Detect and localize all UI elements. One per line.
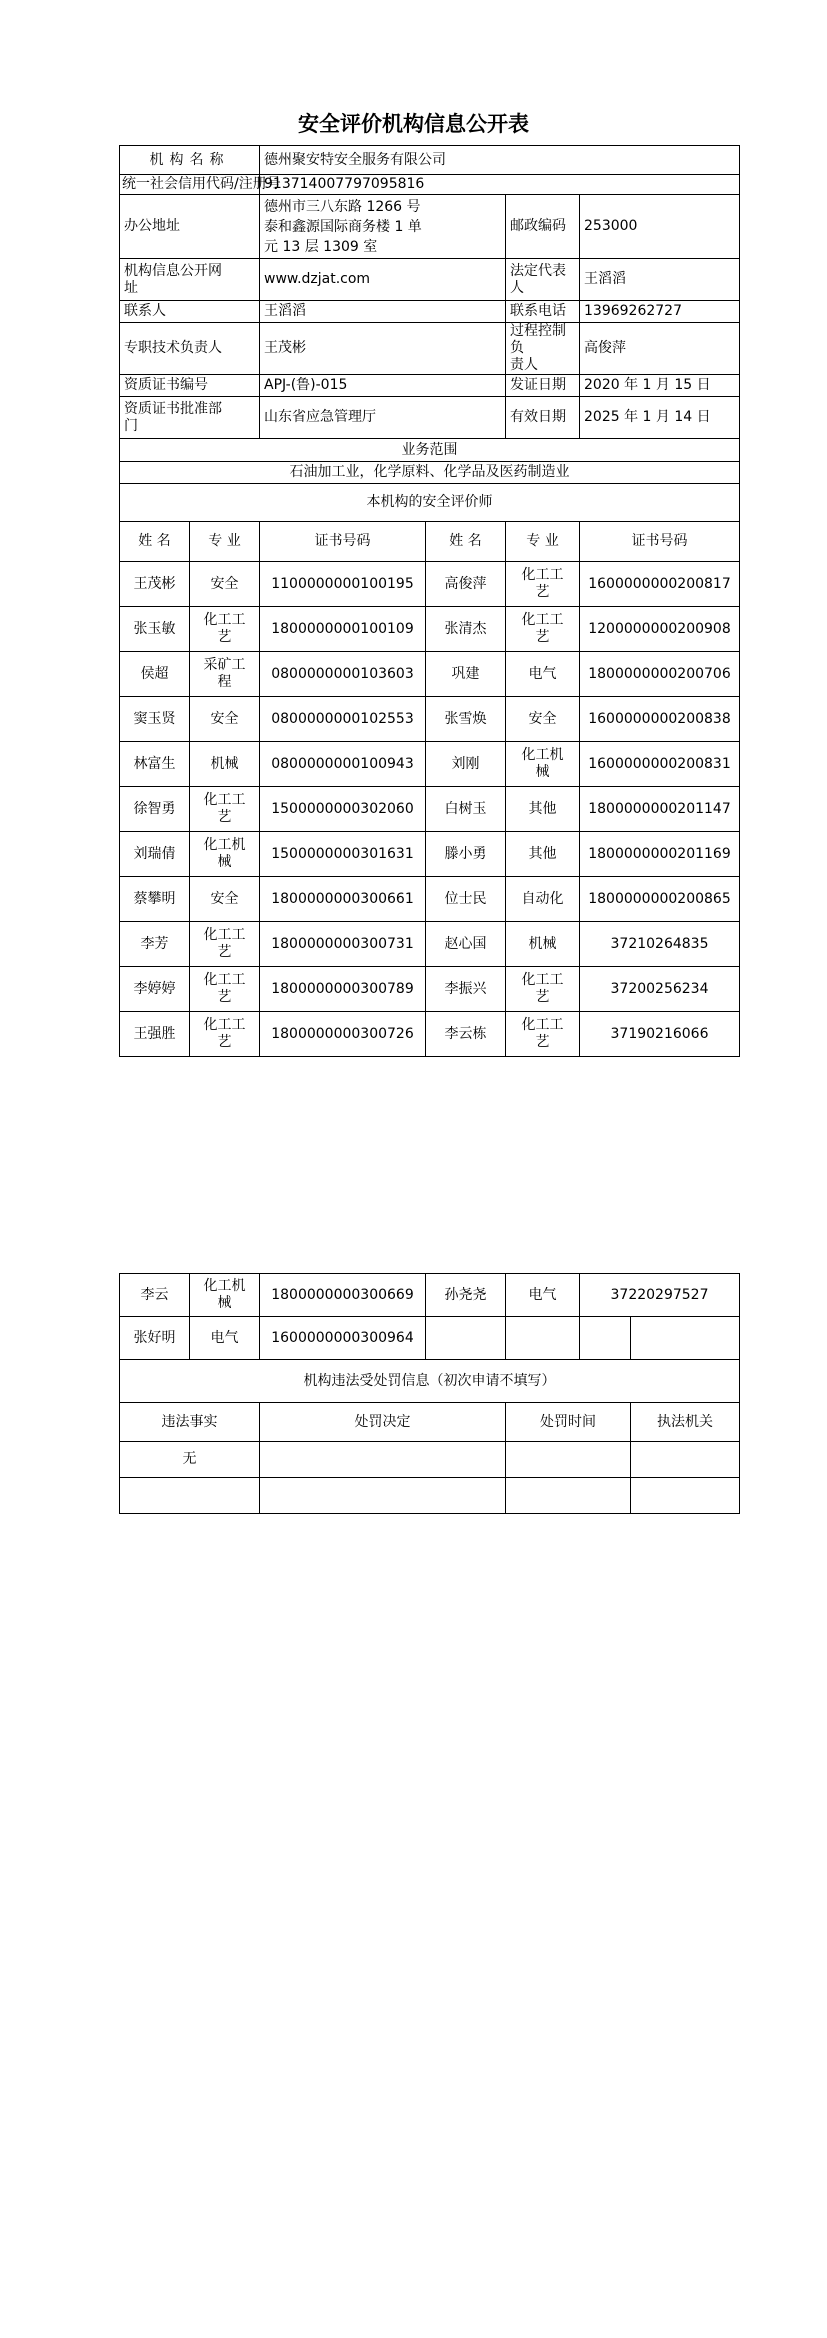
evaluator-major [190, 607, 260, 652]
evaluator-name: 徐智勇 [120, 787, 190, 832]
evaluator-name: 赵心国 [426, 922, 506, 967]
website-label [120, 259, 260, 301]
credit-value: 913714007797095816 [260, 175, 740, 195]
evaluator-major [506, 1274, 580, 1317]
penalty-time [506, 1442, 631, 1478]
major-line: 化工工 [521, 1017, 564, 1033]
evaluators-label-row [120, 484, 740, 522]
address-value [260, 195, 506, 259]
evaluator-name [426, 1317, 506, 1360]
evaluator-cert: 1500000000302060 [260, 787, 426, 832]
evaluators-header-row [120, 522, 740, 562]
org-name-value: 德州聚安特安全服务有限公司 [260, 146, 740, 175]
evaluator-major [190, 1274, 260, 1317]
evaluator-name: 刘刚 [426, 742, 506, 787]
evaluator-name: 李婷婷 [120, 967, 190, 1012]
penalty-label-row [120, 1360, 740, 1403]
evaluator-major [190, 922, 260, 967]
evaluator-row [120, 697, 740, 742]
approve-dept-value: 山东省应急管理厅 [260, 397, 506, 439]
major-line: 其他 [528, 800, 557, 817]
evaluator-cert: 0800000000100943 [260, 742, 426, 787]
major-line: 艺 [217, 629, 232, 645]
phone-label: 联系电话 [506, 301, 580, 323]
evaluator-name: 张清杰 [426, 607, 506, 652]
evaluator-row [120, 652, 740, 697]
org-info-table [119, 145, 740, 1057]
evaluator-row [120, 787, 740, 832]
major-line: 化工工 [203, 1017, 246, 1033]
major-line: 艺 [535, 1034, 550, 1050]
evaluator-row [120, 967, 740, 1012]
major-line: 艺 [217, 944, 232, 960]
approve-label-line-2: 门 [124, 417, 138, 434]
evaluator-cert: 1500000000301631 [260, 832, 426, 877]
major-line: 化工工 [521, 567, 564, 583]
major-line: 电气 [210, 1329, 239, 1346]
empty-cell [631, 1317, 740, 1360]
evaluator-major [506, 697, 580, 742]
evaluator-name: 李云栋 [426, 1012, 506, 1057]
major-line: 艺 [217, 989, 232, 1005]
evaluator-name: 王强胜 [120, 1012, 190, 1057]
major-line: 化工工 [203, 972, 246, 988]
penalty-authority [631, 1478, 740, 1514]
evaluator-major [506, 1012, 580, 1057]
evaluator-name: 王茂彬 [120, 562, 190, 607]
evaluator-name: 李云 [120, 1274, 190, 1317]
major-line: 自动化 [521, 890, 564, 907]
evaluator-name: 侯超 [120, 652, 190, 697]
evaluator-row [120, 832, 740, 877]
header-cert-1: 证书号码 [260, 522, 426, 562]
website-label-line-2: 址 [124, 279, 138, 296]
empty-cell [580, 1317, 631, 1360]
tech-lead-label: 专职技术负责人 [120, 323, 260, 375]
penalty-label: 机构违法受处罚信息（初次申请不填写） [120, 1360, 740, 1403]
scope-label: 业务范围 [120, 439, 740, 462]
major-line: 化工工 [203, 927, 246, 943]
evaluator-major [506, 877, 580, 922]
issue-date-value: 2020 年 1 月 15 日 [580, 375, 740, 397]
valid-date-label: 有效日期 [506, 397, 580, 439]
scope-value-row [120, 462, 740, 484]
major-line: 电气 [528, 665, 557, 682]
legal-rep-label: 法定代表人 [506, 259, 580, 301]
approve-row [120, 397, 740, 439]
evaluator-cert: 1600000000300964 [260, 1317, 426, 1360]
evaluator-major [190, 787, 260, 832]
major-line: 安全 [210, 890, 239, 907]
header-name-1: 姓 名 [120, 522, 190, 562]
major-line: 程 [217, 674, 232, 690]
evaluator-major [190, 742, 260, 787]
evaluator-major [506, 607, 580, 652]
major-line: 机械 [210, 755, 239, 772]
penalty-fact: 无 [120, 1442, 260, 1478]
approve-label-line-1: 资质证书批准部 [124, 400, 222, 417]
website-value: www.dzjat.com [260, 259, 506, 301]
evaluator-major [190, 967, 260, 1012]
page-title: 安全评价机构信息公开表 [298, 112, 529, 136]
process-lead-value: 高俊萍 [580, 323, 740, 375]
legal-rep-value: 王滔滔 [580, 259, 740, 301]
evaluator-cert: 1800000000201147 [580, 787, 740, 832]
evaluator-name: 窦玉贤 [120, 697, 190, 742]
major-line: 化工机 [203, 837, 246, 853]
evaluator-cert: 1800000000300661 [260, 877, 426, 922]
evaluator-cert: 1800000000200706 [580, 652, 740, 697]
major-line: 化工机 [203, 1278, 246, 1294]
penalty-fact [120, 1478, 260, 1514]
evaluator-major [506, 652, 580, 697]
evaluator-name: 白树玉 [426, 787, 506, 832]
major-line: 安全 [210, 575, 239, 592]
evaluator-cert: 1600000000200838 [580, 697, 740, 742]
evaluator-cert: 0800000000102553 [260, 697, 426, 742]
evaluators-label: 本机构的安全评价师 [120, 484, 740, 522]
evaluator-cert: 0800000000103603 [260, 652, 426, 697]
phone-value: 13969262727 [580, 301, 740, 323]
evaluator-cert: 37210264835 [580, 922, 740, 967]
evaluator-name: 张好明 [120, 1317, 190, 1360]
evaluator-major [190, 1317, 260, 1360]
major-line: 艺 [535, 989, 550, 1005]
header-major-1: 专 业 [190, 522, 260, 562]
penalty-row [120, 1442, 740, 1478]
postcode-label: 邮政编码 [506, 195, 580, 259]
penalty-header-time: 处罚时间 [506, 1403, 631, 1442]
major-line: 化工工 [521, 972, 564, 988]
evaluator-major [506, 1317, 580, 1360]
credit-label: 统一社会信用代码/注册号 [120, 175, 260, 195]
evaluator-row [120, 607, 740, 652]
evaluator-major [190, 652, 260, 697]
evaluator-major [506, 832, 580, 877]
penalty-decision [260, 1442, 506, 1478]
header-cert-2: 证书号码 [580, 522, 740, 562]
major-line: 械 [535, 764, 550, 780]
evaluator-row [120, 877, 740, 922]
cert-row [120, 375, 740, 397]
postcode-value: 253000 [580, 195, 740, 259]
evaluator-row [120, 742, 740, 787]
evaluator-name: 滕小勇 [426, 832, 506, 877]
evaluator-major [506, 787, 580, 832]
evaluator-cert: 1600000000200831 [580, 742, 740, 787]
evaluator-name: 张雪焕 [426, 697, 506, 742]
evaluator-cert: 1800000000300726 [260, 1012, 426, 1057]
address-line-2: 泰和鑫源国际商务楼 1 单 [264, 218, 422, 235]
evaluator-major [190, 697, 260, 742]
evaluator-name: 刘瑞倩 [120, 832, 190, 877]
evaluator-major [190, 832, 260, 877]
evaluator-major [506, 922, 580, 967]
evaluator-name: 林富生 [120, 742, 190, 787]
address-label: 办公地址 [120, 195, 260, 259]
evaluator-cert: 1800000000300669 [260, 1274, 426, 1317]
evaluator-cert: 37190216066 [580, 1012, 740, 1057]
evaluator-name: 位士民 [426, 877, 506, 922]
major-line: 机械 [528, 935, 557, 952]
process-label-line-1: 过程控制负 [510, 323, 566, 356]
address-line-3: 元 13 层 1309 室 [264, 238, 378, 255]
evaluator-major [506, 967, 580, 1012]
evaluator-rows [120, 562, 740, 1057]
cert-no-value: APJ-(鲁)-015 [260, 375, 506, 397]
evaluator-cert: 1800000000300789 [260, 967, 426, 1012]
major-line: 化工工 [203, 792, 246, 808]
process-label-line-2: 责人 [510, 357, 538, 373]
major-line: 采矿工 [203, 657, 246, 673]
evaluator-name: 李振兴 [426, 967, 506, 1012]
contact-value: 王滔滔 [260, 301, 506, 323]
major-line: 安全 [528, 710, 557, 727]
website-row [120, 259, 740, 301]
process-lead-label [506, 323, 580, 375]
evaluator-name: 巩建 [426, 652, 506, 697]
cert-no-label: 资质证书编号 [120, 375, 260, 397]
valid-date-value: 2025 年 1 月 14 日 [580, 397, 740, 439]
evaluator-row [120, 922, 740, 967]
major-line: 安全 [210, 710, 239, 727]
major-line: 艺 [217, 809, 232, 825]
penalty-header-decision: 处罚决定 [260, 1403, 506, 1442]
major-line: 化工工 [521, 612, 564, 628]
website-label-line-1: 机构信息公开网 [124, 262, 222, 279]
evaluator-cert: 1600000000200817 [580, 562, 740, 607]
evaluator-row [120, 562, 740, 607]
credit-row [120, 175, 740, 195]
org-name-row [120, 146, 740, 175]
penalty-header-fact: 违法事实 [120, 1403, 260, 1442]
evaluator-rows-continued [120, 1274, 740, 1360]
header-major-2: 专 业 [506, 522, 580, 562]
evaluator-cert: 1800000000201169 [580, 832, 740, 877]
evaluator-major [190, 562, 260, 607]
approve-dept-label [120, 397, 260, 439]
major-line: 化工工 [203, 612, 246, 628]
penalty-header-row [120, 1403, 740, 1442]
evaluator-cert: 1200000000200908 [580, 607, 740, 652]
penalty-decision [260, 1478, 506, 1514]
evaluator-cert: 37220297527 [580, 1274, 740, 1317]
evaluator-cert: 1800000000100109 [260, 607, 426, 652]
evaluator-cert: 1800000000300731 [260, 922, 426, 967]
contact-label: 联系人 [120, 301, 260, 323]
evaluator-row [120, 1317, 740, 1360]
evaluator-row [120, 1012, 740, 1057]
contact-row [120, 301, 740, 323]
evaluators-continued-table [119, 1273, 740, 1514]
evaluator-name: 张玉敏 [120, 607, 190, 652]
major-line: 械 [217, 854, 232, 870]
header-name-2: 姓 名 [426, 522, 506, 562]
evaluator-cert: 1800000000200865 [580, 877, 740, 922]
major-line: 械 [217, 1295, 232, 1311]
evaluator-cert: 1100000000100195 [260, 562, 426, 607]
address-line-1: 德州市三八东路 1266 号 [264, 198, 421, 215]
penalty-authority [631, 1442, 740, 1478]
evaluator-name: 蔡攀明 [120, 877, 190, 922]
major-line: 化工机 [521, 747, 564, 763]
major-line: 艺 [217, 1034, 232, 1050]
evaluator-name: 高俊萍 [426, 562, 506, 607]
tech-row [120, 323, 740, 375]
evaluator-major [190, 877, 260, 922]
org-name-label: 机构名称 [120, 146, 260, 175]
tech-lead-value: 王茂彬 [260, 323, 506, 375]
penalty-row [120, 1478, 740, 1514]
evaluator-name: 孙尧尧 [426, 1274, 506, 1317]
major-line: 电气 [528, 1286, 557, 1303]
evaluator-major [190, 1012, 260, 1057]
major-line: 艺 [535, 629, 550, 645]
scope-label-row [120, 439, 740, 462]
evaluator-cert: 37200256234 [580, 967, 740, 1012]
penalty-header-authority: 执法机关 [631, 1403, 740, 1442]
evaluator-name: 李芳 [120, 922, 190, 967]
evaluator-major [506, 742, 580, 787]
evaluator-row [120, 1274, 740, 1317]
major-line: 其他 [528, 845, 557, 862]
major-line: 艺 [535, 584, 550, 600]
evaluator-major [506, 562, 580, 607]
issue-date-label: 发证日期 [506, 375, 580, 397]
scope-value: 石油加工业，化学原料、化学品及医药制造业 [120, 462, 740, 484]
penalty-time [506, 1478, 631, 1514]
address-row [120, 195, 740, 259]
